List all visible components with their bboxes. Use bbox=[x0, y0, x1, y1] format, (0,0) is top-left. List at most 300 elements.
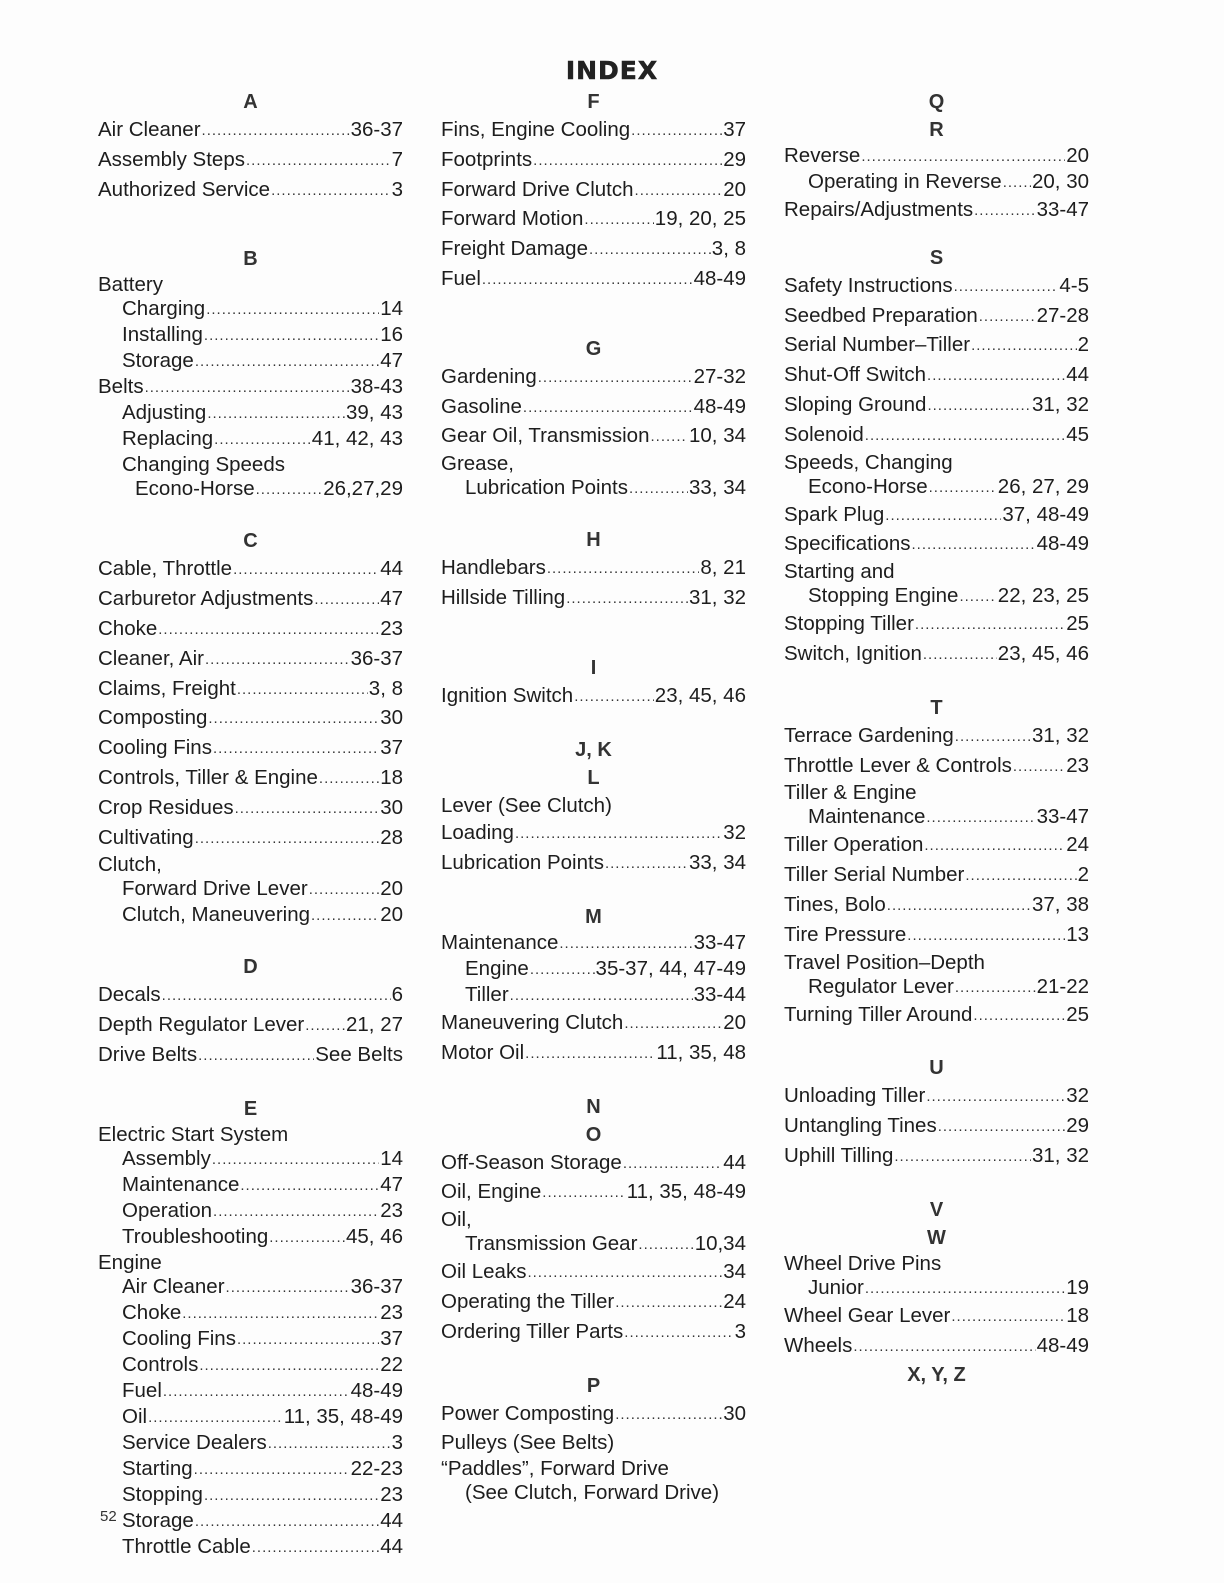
entry-term: Ignition Switch bbox=[441, 683, 574, 707]
entry-pages: 25 bbox=[1066, 1002, 1089, 1026]
dot-leader bbox=[233, 556, 379, 584]
dot-leader bbox=[202, 117, 350, 145]
entry-term: Carburetor Adjustments bbox=[98, 587, 314, 611]
dot-leader bbox=[237, 676, 368, 704]
entry-pages: 41, 42, 43 bbox=[311, 427, 403, 451]
entry-pages: See Belts bbox=[315, 1042, 403, 1066]
dot-leader bbox=[271, 177, 391, 205]
index-entry bbox=[784, 831, 1089, 861]
index-subentry bbox=[784, 975, 1089, 1001]
index-entry bbox=[784, 272, 1089, 302]
entry-term: Air Cleaner bbox=[122, 1274, 225, 1298]
entry-pages: 23 bbox=[380, 616, 403, 640]
dot-leader bbox=[615, 1289, 722, 1317]
dot-leader bbox=[510, 984, 693, 1008]
index-entry bbox=[441, 1258, 746, 1288]
dot-leader bbox=[629, 477, 688, 501]
index-entry bbox=[441, 819, 746, 849]
page-number: 52 bbox=[100, 1508, 117, 1525]
entry-term: Regulator Lever bbox=[808, 974, 954, 998]
dot-leader bbox=[237, 1328, 379, 1352]
entry-term: Depth Regulator Lever bbox=[98, 1013, 305, 1037]
entry-pages: 6 bbox=[391, 983, 403, 1007]
dot-leader bbox=[927, 362, 1065, 390]
entry-pages: 32 bbox=[723, 821, 746, 845]
index-entry bbox=[784, 640, 1089, 670]
entry-term: Stopping Engine bbox=[808, 584, 959, 608]
section-letter-c: C bbox=[243, 530, 258, 553]
entry-term: Tiller Operation bbox=[784, 833, 924, 857]
entry-term: Terrace Gardening bbox=[784, 723, 954, 747]
entry-pages: 10,34 bbox=[694, 1232, 746, 1256]
entry-pages: 26, 27, 29 bbox=[997, 474, 1089, 498]
index-subentry bbox=[98, 1509, 403, 1535]
dot-leader bbox=[309, 878, 379, 902]
index-subentry bbox=[98, 1147, 403, 1173]
entry-term: Crop Residues bbox=[98, 795, 234, 819]
entry-pages: 11, 35, 48-49 bbox=[283, 1404, 403, 1428]
index-entry bbox=[784, 144, 1089, 170]
dot-leader bbox=[314, 586, 379, 614]
entry-pages: 23 bbox=[380, 1198, 403, 1222]
entry-term: Composting bbox=[98, 706, 208, 730]
dot-leader bbox=[885, 502, 1001, 530]
entry-pages: 30 bbox=[723, 1401, 746, 1425]
entry-term: Shut-Off Switch bbox=[784, 363, 927, 387]
index-subentry bbox=[98, 427, 403, 453]
dot-leader bbox=[204, 1484, 379, 1508]
entry-pages: 31, 32 bbox=[1032, 1143, 1089, 1167]
entry-pages: 23 bbox=[380, 1300, 403, 1324]
index-entry bbox=[784, 1001, 1089, 1031]
dot-leader bbox=[959, 585, 996, 609]
index-entry bbox=[784, 1112, 1089, 1142]
index-entry bbox=[784, 361, 1089, 391]
index-heading: Grease, bbox=[441, 452, 514, 476]
dot-leader bbox=[482, 266, 693, 294]
dot-leader bbox=[589, 236, 711, 264]
entry-pages: 3, 8 bbox=[711, 237, 746, 261]
entry-pages: 38-43 bbox=[350, 375, 403, 399]
index-entry bbox=[98, 704, 403, 734]
dot-leader bbox=[182, 1302, 379, 1326]
entry-pages: 23, 45, 46 bbox=[654, 683, 746, 707]
index-subentry bbox=[98, 1173, 403, 1199]
dot-leader bbox=[923, 641, 997, 669]
dot-leader bbox=[965, 862, 1076, 890]
entry-term: Throttle Lever & Controls bbox=[784, 753, 1012, 777]
index-entry bbox=[98, 615, 403, 645]
index-heading: Engine bbox=[98, 1250, 162, 1274]
entry-term: Maintenance bbox=[122, 1172, 240, 1196]
entry-term: Lubrication Points bbox=[465, 476, 628, 500]
section-letter-q: Q bbox=[928, 91, 945, 113]
index-entry bbox=[441, 393, 746, 423]
entry-pages: 33-47 bbox=[693, 930, 746, 954]
entry-pages: 48-49 bbox=[693, 394, 746, 418]
entry-term: Econo-Horse bbox=[808, 474, 928, 498]
dot-leader bbox=[926, 1083, 1065, 1111]
index-subentry bbox=[98, 877, 403, 903]
entry-term: Stopping bbox=[122, 1482, 203, 1506]
entry-term: Reverse bbox=[784, 144, 861, 167]
entry-term: Cleaner, Air bbox=[98, 646, 204, 670]
index-entry bbox=[98, 981, 403, 1011]
entry-term: Authorized Service bbox=[98, 177, 271, 201]
entry-term: Gear Oil, Transmission bbox=[441, 424, 650, 448]
entry-pages: 47 bbox=[380, 349, 403, 373]
index-entry bbox=[441, 1400, 746, 1430]
entry-pages: 14 bbox=[380, 1146, 403, 1170]
entry-term: Clutch, Maneuvering bbox=[122, 903, 311, 927]
entry-pages: 33-47 bbox=[1036, 198, 1089, 221]
index-column-2 bbox=[441, 88, 746, 1505]
entry-term: Footprints bbox=[441, 147, 533, 171]
dot-leader bbox=[894, 1143, 1031, 1171]
entry-pages: 35-37, 44, 47-49 bbox=[595, 956, 746, 980]
dot-leader bbox=[973, 1002, 1065, 1030]
dot-leader bbox=[206, 298, 379, 322]
index-entry bbox=[98, 675, 403, 705]
entry-pages: 2 bbox=[1077, 863, 1089, 887]
entry-pages: 13 bbox=[1066, 922, 1089, 946]
entry-pages: 44 bbox=[380, 557, 403, 581]
entry-pages: 18 bbox=[1066, 1303, 1089, 1327]
section-letter-f: F bbox=[587, 91, 600, 113]
entry-term: Operating the Tiller bbox=[441, 1289, 615, 1313]
section-letter-a: A bbox=[243, 91, 258, 113]
entry-pages: 37, 38 bbox=[1032, 892, 1089, 916]
dot-leader bbox=[911, 531, 1035, 559]
index-entry bbox=[98, 116, 403, 146]
index-subentry bbox=[441, 476, 746, 502]
entry-pages: 24 bbox=[1066, 833, 1089, 857]
dot-leader bbox=[148, 1406, 283, 1430]
entry-pages: 20 bbox=[723, 1010, 746, 1034]
index-entry bbox=[441, 116, 746, 146]
index-entry bbox=[441, 1009, 746, 1039]
entry-pages: 20 bbox=[723, 177, 746, 201]
entry-pages: 23, 45, 46 bbox=[997, 641, 1089, 665]
entry-pages: 21-22 bbox=[1036, 974, 1089, 998]
entry-term: Controls, Tiller & Engine bbox=[98, 765, 318, 789]
entry-pages: 25 bbox=[1066, 612, 1089, 636]
entry-term: Storage bbox=[122, 349, 194, 373]
index-heading: Speeds, Changing bbox=[784, 450, 953, 474]
entry-term: Maintenance bbox=[808, 805, 926, 829]
index-entry bbox=[441, 1149, 746, 1179]
entry-pages: 29 bbox=[1066, 1114, 1089, 1138]
dot-leader bbox=[547, 555, 700, 583]
section-letter-i: I bbox=[590, 656, 597, 679]
index-subentry bbox=[784, 475, 1089, 501]
entry-pages: 23 bbox=[1066, 753, 1089, 777]
entry-pages: 45 bbox=[1066, 422, 1089, 446]
index-subentry bbox=[98, 477, 403, 503]
section-letter-w: W bbox=[927, 1226, 946, 1249]
index-entry bbox=[98, 794, 403, 824]
entry-pages: 30 bbox=[380, 706, 403, 730]
entry-pages: 37 bbox=[380, 736, 403, 760]
entry-term: Specifications bbox=[784, 532, 911, 556]
index-entry bbox=[98, 824, 403, 854]
entry-term: Throttle Cable bbox=[122, 1534, 251, 1558]
dot-leader bbox=[635, 177, 723, 205]
dot-leader bbox=[927, 392, 1031, 420]
section-letter-h: H bbox=[586, 529, 601, 552]
index-subentry bbox=[98, 1199, 403, 1225]
entry-pages: 19, 20, 25 bbox=[654, 207, 746, 231]
entry-term: Handlebars bbox=[441, 556, 546, 580]
dot-leader bbox=[566, 585, 688, 613]
entry-term: Claims, Freight bbox=[98, 676, 236, 700]
dot-leader bbox=[158, 616, 379, 644]
index-heading: Wheel Drive Pins bbox=[784, 1251, 942, 1275]
entry-pages: 44 bbox=[723, 1150, 746, 1174]
entry-term: Stopping Tiller bbox=[784, 612, 914, 636]
entry-pages: 45, 46 bbox=[346, 1224, 403, 1248]
dot-leader bbox=[319, 765, 379, 793]
dot-leader bbox=[163, 1380, 350, 1404]
dot-leader bbox=[533, 147, 722, 175]
dot-leader bbox=[212, 1148, 379, 1172]
entry-pages: 26,27,29 bbox=[323, 477, 403, 501]
index-entry bbox=[98, 375, 403, 401]
entry-term: Forward Drive Lever bbox=[122, 877, 308, 901]
dot-leader bbox=[938, 1113, 1065, 1141]
entry-pages: 3 bbox=[391, 1430, 403, 1454]
entry-pages: 24 bbox=[723, 1289, 746, 1313]
entry-pages: 31, 32 bbox=[1032, 723, 1089, 747]
dot-leader bbox=[214, 428, 311, 452]
dot-leader bbox=[951, 1303, 1065, 1331]
dot-leader bbox=[252, 1536, 379, 1560]
entry-term: Tire Pressure bbox=[784, 922, 907, 946]
entry-term: Solenoid bbox=[784, 422, 864, 446]
entry-pages: 22-23 bbox=[350, 1456, 403, 1480]
dot-leader bbox=[624, 1319, 733, 1347]
entry-term: Decals bbox=[98, 983, 161, 1007]
entry-pages: 7 bbox=[391, 147, 403, 171]
index-entry bbox=[441, 146, 746, 176]
index-subentry bbox=[98, 1483, 403, 1509]
entry-term: Serial Number–Tiller bbox=[784, 333, 971, 357]
dot-leader bbox=[213, 735, 379, 763]
entry-term: Belts bbox=[98, 375, 144, 399]
index-entry bbox=[784, 921, 1089, 951]
index-subentry bbox=[441, 957, 746, 983]
dot-leader bbox=[268, 1432, 391, 1456]
dot-leader bbox=[574, 683, 654, 711]
entry-pages: 3, 8 bbox=[368, 676, 403, 700]
entry-pages: 47 bbox=[380, 1172, 403, 1196]
dot-leader bbox=[145, 376, 350, 400]
dot-leader bbox=[887, 892, 1031, 920]
entry-pages: 48-49 bbox=[350, 1378, 403, 1402]
dot-leader bbox=[311, 904, 379, 928]
entry-pages: 48-49 bbox=[1036, 532, 1089, 556]
section-letter-l: L bbox=[587, 766, 600, 789]
entry-term: Gasoline bbox=[441, 394, 522, 418]
entry-pages: 27-28 bbox=[1036, 303, 1089, 327]
dot-leader bbox=[213, 1200, 379, 1224]
dot-leader bbox=[530, 958, 595, 982]
index-entry bbox=[441, 554, 746, 584]
dot-leader bbox=[199, 1354, 379, 1378]
index-entry bbox=[441, 682, 746, 712]
section-letter-e: E bbox=[243, 1097, 258, 1120]
dot-leader bbox=[208, 705, 379, 733]
index-entry bbox=[98, 176, 403, 206]
dot-leader bbox=[195, 825, 379, 853]
dot-leader bbox=[207, 402, 345, 426]
index-subentry bbox=[98, 1405, 403, 1431]
entry-term: Assembly bbox=[122, 1146, 211, 1170]
index-entry bbox=[784, 1082, 1089, 1112]
entry-term: Controls bbox=[122, 1352, 199, 1376]
index-heading: Oil, bbox=[441, 1208, 472, 1232]
index-entry bbox=[98, 585, 403, 615]
index-subentry bbox=[98, 1431, 403, 1457]
dot-leader bbox=[1013, 753, 1065, 781]
dot-leader bbox=[525, 1040, 655, 1068]
index-entry bbox=[784, 752, 1089, 782]
dot-leader bbox=[971, 332, 1077, 360]
section-letter-d: D bbox=[243, 956, 258, 979]
section-letter-m: M bbox=[585, 905, 602, 928]
index-subentry bbox=[98, 1535, 403, 1561]
entry-pages: 48-49 bbox=[1036, 1333, 1089, 1357]
entry-term: Repairs/Adjustments bbox=[784, 198, 974, 221]
index-subentry bbox=[98, 323, 403, 349]
entry-term: Junior bbox=[808, 1275, 864, 1299]
section-letter-b: B bbox=[243, 248, 258, 271]
index-subentry bbox=[784, 1276, 1089, 1302]
entry-term: Troubleshooting bbox=[122, 1224, 269, 1248]
entry-term: Charging bbox=[122, 297, 206, 321]
dot-leader bbox=[955, 976, 1036, 1000]
entry-term: Tiller Serial Number bbox=[784, 863, 965, 887]
entry-term: Motor Oil bbox=[441, 1040, 525, 1064]
entry-pages: 14 bbox=[380, 297, 403, 321]
index-entry bbox=[784, 1302, 1089, 1332]
dot-leader bbox=[865, 1277, 1065, 1301]
dot-leader bbox=[954, 273, 1059, 301]
entry-pages: 34 bbox=[723, 1260, 746, 1284]
dot-leader bbox=[256, 478, 323, 502]
entry-pages: 44 bbox=[380, 1534, 403, 1558]
index-entry bbox=[784, 302, 1089, 332]
index-entry bbox=[784, 891, 1089, 921]
index-heading: Pulleys (See Belts) bbox=[441, 1431, 615, 1455]
index-heading: Clutch, bbox=[98, 853, 162, 877]
entry-term: Tines, Bolo bbox=[784, 892, 886, 916]
entry-pages: 32 bbox=[1066, 1084, 1089, 1108]
entry-term: Spark Plug bbox=[784, 502, 885, 526]
entry-term: Drive Belts bbox=[98, 1042, 198, 1066]
index-entry bbox=[441, 422, 746, 452]
index-heading: Starting and bbox=[784, 560, 895, 584]
dot-leader bbox=[955, 723, 1031, 751]
entry-pages: 31, 32 bbox=[689, 585, 746, 609]
index-heading: Tiller & Engine bbox=[784, 781, 917, 805]
index-entry bbox=[784, 1332, 1089, 1362]
entry-term: Seedbed Preparation bbox=[784, 303, 978, 327]
entry-term: Operating in Reverse bbox=[808, 170, 1002, 193]
entry-term: Fuel bbox=[122, 1378, 162, 1402]
section-letter-jk: J, K bbox=[575, 738, 612, 761]
section-letter-v: V bbox=[929, 1198, 944, 1221]
entry-pages: 21, 27 bbox=[346, 1013, 403, 1037]
dot-leader bbox=[194, 1458, 350, 1482]
entry-term: Storage bbox=[122, 1508, 194, 1532]
index-entry bbox=[784, 722, 1089, 752]
index-entry bbox=[784, 196, 1089, 226]
entry-term: Off-Season Storage bbox=[441, 1150, 622, 1174]
entry-pages: 37, 48-49 bbox=[1002, 502, 1089, 526]
index-entry bbox=[784, 391, 1089, 421]
entry-pages: 22 bbox=[380, 1352, 403, 1376]
entry-term: Fuel bbox=[441, 266, 481, 290]
entry-term: Turning Tiller Around bbox=[784, 1002, 973, 1026]
entry-term: Cooling Fins bbox=[122, 1326, 236, 1350]
entry-pages: 37 bbox=[380, 1326, 403, 1350]
page-title: INDEX bbox=[565, 56, 659, 85]
entry-term: Unloading Tiller bbox=[784, 1084, 926, 1108]
entry-term: Starting bbox=[122, 1456, 193, 1480]
dot-leader bbox=[1003, 171, 1031, 195]
index-entry bbox=[441, 1178, 746, 1208]
entry-term: Uphill Tilling bbox=[784, 1143, 894, 1167]
index-entry bbox=[441, 265, 746, 295]
index-entry bbox=[441, 584, 746, 614]
index-subentry bbox=[98, 1301, 403, 1327]
section-letter-n: N bbox=[586, 1095, 601, 1118]
entry-pages: 29 bbox=[723, 147, 746, 171]
entry-term: Service Dealers bbox=[122, 1430, 267, 1454]
entry-term: Choke bbox=[122, 1300, 182, 1324]
index-subentry bbox=[98, 349, 403, 375]
entry-term: Econo-Horse bbox=[135, 477, 255, 501]
entry-pages: 2 bbox=[1077, 333, 1089, 357]
section-letter-g: G bbox=[585, 337, 602, 360]
dot-leader bbox=[929, 476, 997, 500]
dot-leader bbox=[195, 1510, 379, 1534]
dot-leader bbox=[205, 646, 350, 674]
entry-pages: 39, 43 bbox=[346, 401, 403, 425]
entry-term: Lubrication Points bbox=[441, 851, 604, 875]
dot-leader bbox=[226, 1276, 350, 1300]
index-entry bbox=[441, 205, 746, 235]
dot-leader bbox=[974, 197, 1035, 225]
entry-term: Switch, Ignition bbox=[784, 641, 922, 665]
entry-pages: 30 bbox=[380, 795, 403, 819]
dot-leader bbox=[624, 1010, 722, 1038]
entry-term: Untangling Tines bbox=[784, 1114, 937, 1138]
entry-term: Loading bbox=[441, 821, 514, 845]
entry-pages: 28 bbox=[380, 825, 403, 849]
index-entry bbox=[441, 363, 746, 393]
section-letter-s: S bbox=[929, 246, 944, 269]
entry-pages: 31, 32 bbox=[1032, 392, 1089, 416]
entry-term: Replacing bbox=[122, 427, 214, 451]
index-entry bbox=[441, 1318, 746, 1348]
index-entry bbox=[98, 1041, 403, 1071]
index-entry bbox=[98, 555, 403, 585]
dot-leader bbox=[623, 1150, 722, 1178]
entry-term: Air Cleaner bbox=[98, 118, 201, 141]
index-subentry bbox=[784, 805, 1089, 831]
